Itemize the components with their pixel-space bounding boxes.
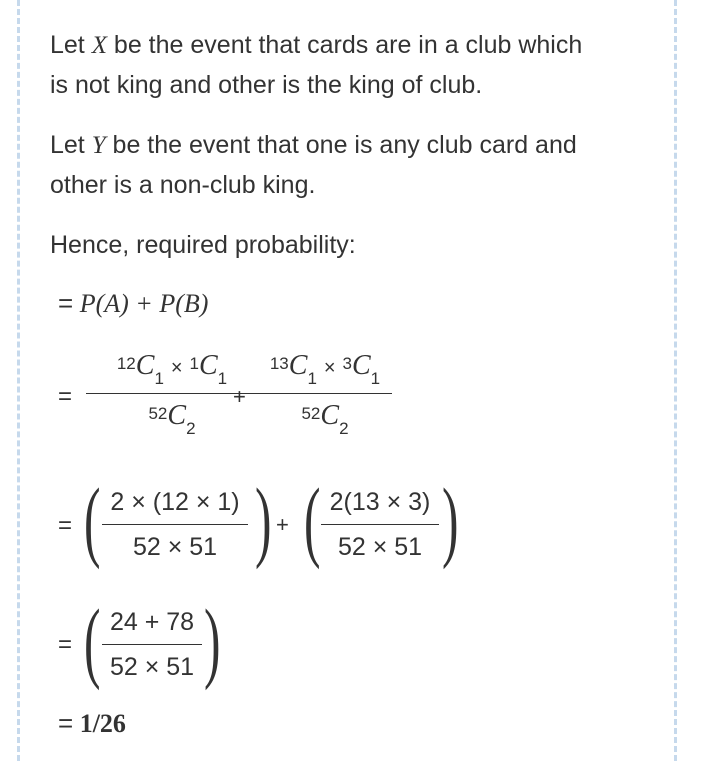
left-paren-3: (: [84, 592, 101, 691]
equals-sign-2: =: [58, 383, 73, 410]
left-paren-2: (: [304, 471, 321, 570]
right-dashed-border: [674, 0, 677, 761]
right-paren-2: ): [442, 471, 459, 570]
paragraph-1-line-2: is not king and other is the king of club.: [50, 71, 483, 99]
left-dashed-border: [17, 0, 20, 761]
paragraph-2-line-2: other is a non-club king.: [50, 171, 316, 199]
combination-fraction-2: [258, 344, 392, 438]
fraction-2-numerator: $^{13}C_1 \times ^3C_1$: [269, 350, 381, 388]
fraction-5: [102, 604, 202, 685]
fraction-3: [102, 484, 248, 565]
equals-sign-3: =: [58, 512, 73, 539]
paragraph-2-line-1: Let Y be the event that one is any club card and: [50, 131, 577, 159]
fraction-3-numerator: 2 × (12 × 1): [110, 488, 240, 516]
fraction-2-denominator: $^{52}C_2$: [301, 400, 349, 438]
result-value: 1/26: [79, 709, 126, 738]
fraction-1-numerator: $^{12}C_1 \times ^1C_1$: [116, 350, 228, 388]
plus-sign-1: +: [233, 384, 246, 409]
fraction-5-denominator: 52 × 51: [109, 653, 195, 681]
fraction-5-numerator: 24 + 78: [109, 608, 195, 636]
variable-y: Y: [91, 132, 106, 159]
paragraph-1-line-1: Let X be the event that cards are in a club which: [50, 31, 583, 59]
variable-x: X: [91, 32, 107, 59]
equation-line-1: = P(A) + P(B): [58, 288, 209, 318]
fraction-4-numerator: 2(13 × 3): [329, 488, 431, 516]
paragraph-3: Hence, required probability:: [50, 231, 356, 259]
left-paren-1: (: [84, 471, 101, 570]
fraction-4: [321, 484, 439, 565]
equals-sign-4: =: [58, 631, 73, 658]
right-paren-3: ): [204, 592, 221, 691]
right-paren-1: ): [255, 471, 272, 570]
fraction-3-denominator: 52 × 51: [132, 533, 218, 561]
result-line: = 1/26: [58, 708, 126, 738]
fraction-1-denominator: $^{52}C_2$: [148, 400, 196, 438]
fraction-4-denominator: 52 × 51: [337, 533, 423, 561]
plus-sign-2: +: [276, 512, 289, 537]
